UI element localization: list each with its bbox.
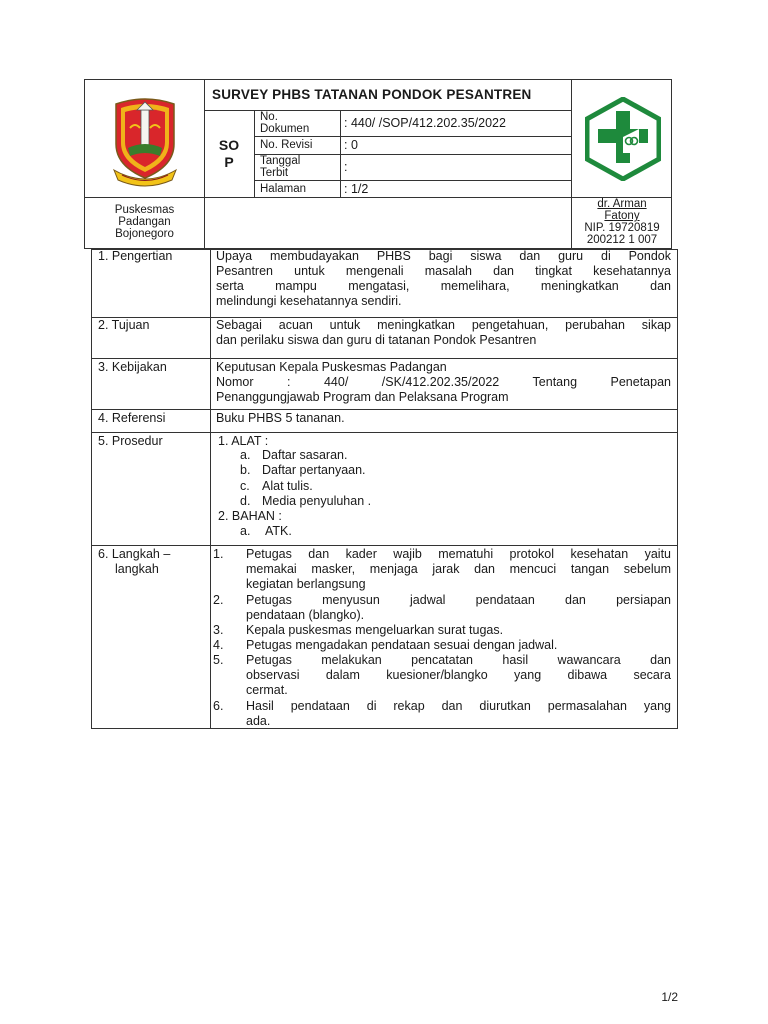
puskesmas-logo-icon (585, 97, 661, 181)
sop-label (210, 137, 248, 171)
org-name-line: Puskesmas (114, 204, 175, 216)
step-text: Kepala puskesmas mengeluarkan surat tugas. (246, 623, 504, 637)
row-divider (91, 432, 678, 433)
step-marker: 4. (213, 638, 224, 652)
header-divider (254, 180, 571, 181)
list-marker: b. (240, 463, 251, 477)
header-divider (254, 136, 571, 137)
row-label-referensi: 4. Referensi (98, 411, 166, 425)
header-divider (204, 197, 571, 198)
head-signatory (572, 198, 672, 246)
step-marker: 6. (213, 699, 224, 713)
head-name-line: dr. Arman (597, 198, 647, 210)
list-item: Alat tulis. (262, 479, 313, 493)
step-text (246, 547, 671, 592)
text-line: kegiatan berlangsung (246, 577, 366, 591)
field-label-no-dokumen (260, 111, 309, 135)
text-line: melindungi kesehatannya sendiri. (216, 294, 402, 308)
text-line: Petugas menyusun jadwal pendataan dan persiapan (246, 593, 671, 607)
list-marker: a. (240, 448, 251, 462)
row-divider (91, 545, 678, 546)
field-label-no-revisi: No. Revisi (260, 139, 313, 151)
text-line: dan perilaku siswa dan guru di tatanan Pondok Pesantren (216, 333, 537, 347)
text-line: Sebagai acuan untuk meningkatkan pengetahuan, perubahan sikap (216, 318, 671, 332)
field-value-no-revisi: : 0 (344, 138, 358, 152)
row-text-referensi: Buku PHBS 5 tananan. (216, 411, 345, 425)
text-line: Pesantren untuk mengenali masalah dan tingkat kesehatannya (216, 264, 671, 278)
row-label-pengertian: 1. Pengertian (98, 249, 173, 263)
text-line: Penanggungjawab Program dan Pelaksana Program (216, 390, 509, 404)
sop-label-line: SO (218, 137, 240, 153)
step-text: Petugas mengadakan pendataan sesuai dengan jadwal. (246, 638, 558, 652)
head-nip-line: NIP. 19720819 (584, 222, 660, 234)
org-name (85, 204, 204, 240)
text-line: ada. (246, 714, 271, 728)
text-line: Hasil pendataan di rekap dan diurutkan permasalahan yang (246, 699, 671, 713)
step-marker: 2. (213, 593, 224, 607)
row-text-kebijakan (216, 360, 671, 405)
row-label-tujuan: 2. Tujuan (98, 318, 150, 332)
head-nip-line: 200212 1 007 (586, 234, 658, 246)
label-line: langkah (115, 562, 159, 576)
text-line: pendataan (blangko). (246, 608, 365, 622)
step-marker: 5. (213, 653, 224, 667)
list-item: Media penyuluhan . (262, 494, 372, 508)
field-value-tanggal-terbit: : (344, 160, 348, 174)
list-marker: a. (240, 524, 251, 538)
step-marker: 1. (213, 547, 224, 561)
field-label-halaman: Halaman (260, 183, 307, 195)
text-line: observasi dalam kuesioner/blangko yang dibawa secara (246, 668, 671, 682)
text-line: cermat. (246, 683, 288, 697)
list-marker: c. (240, 479, 250, 493)
list-marker: d. (240, 494, 251, 508)
text-line: Keputusan Kepala Puskesmas Padangan (216, 360, 447, 374)
list-item: Daftar pertanyaan. (262, 463, 366, 477)
header-divider (254, 154, 571, 155)
step-text (246, 699, 671, 729)
row-label-prosedur: 5. Prosedur (98, 434, 163, 448)
row-label-kebijakan: 3. Kebijakan (98, 360, 167, 374)
row-text-tujuan (216, 318, 671, 348)
field-value-no-dokumen: : 440/ /SOP/412.202.35/2022 (344, 116, 506, 130)
org-name-line: Bojonegoro (115, 228, 174, 240)
row-divider (91, 358, 678, 359)
bojonegoro-emblem-icon (108, 96, 182, 188)
step-text (246, 653, 671, 698)
header-divider (204, 79, 205, 249)
text-line: Petugas dan kader wajib mematuhi protokol kesehatan yaitu (246, 547, 671, 561)
sop-label-line: P (224, 154, 234, 170)
org-name-line: Padangan (118, 216, 171, 228)
field-label-line: Terbit (260, 167, 289, 179)
prosedur-alat-title: 1. ALAT : (218, 434, 269, 448)
page-number: 1/2 (661, 990, 678, 1004)
field-label-tanggal-terbit (260, 155, 300, 179)
header-divider (84, 197, 205, 198)
row-label-langkah (98, 547, 170, 577)
field-value-halaman: : 1/2 (344, 182, 369, 196)
text-line: serta mampu mengatasi, memelihara, meningkatkan dan (216, 279, 671, 293)
field-label-line: No. (260, 111, 278, 123)
step-text (246, 593, 671, 623)
content-divider (210, 249, 211, 729)
text-line: Petugas melakukan pencatatan hasil wawancara dan (246, 653, 671, 667)
row-text-pengertian (216, 249, 671, 309)
step-marker: 3. (213, 623, 224, 637)
text-line: Nomor : 440/ /SK/412.202.35/2022 Tentang Penetapan (216, 375, 671, 389)
field-label-line: Tanggal (260, 155, 301, 167)
row-divider (91, 409, 678, 410)
text-line: memakai masker, menjaga jarak dan mencuci tangan sebelum (246, 562, 671, 576)
list-item: Daftar sasaran. (262, 448, 348, 462)
label-line: 6. Langkah – (98, 547, 171, 561)
text-line: Upaya membudayakan PHBS bagi siswa dan guru di Pondok (216, 249, 671, 263)
field-label-line: Dokumen (260, 123, 310, 135)
head-name-line: Fatony (604, 210, 640, 222)
list-item: ATK. (265, 524, 292, 538)
document-title: SURVEY PHBS TATANAN PONDOK PESANTREN (212, 87, 532, 102)
prosedur-bahan-title: 2. BAHAN : (218, 509, 282, 523)
